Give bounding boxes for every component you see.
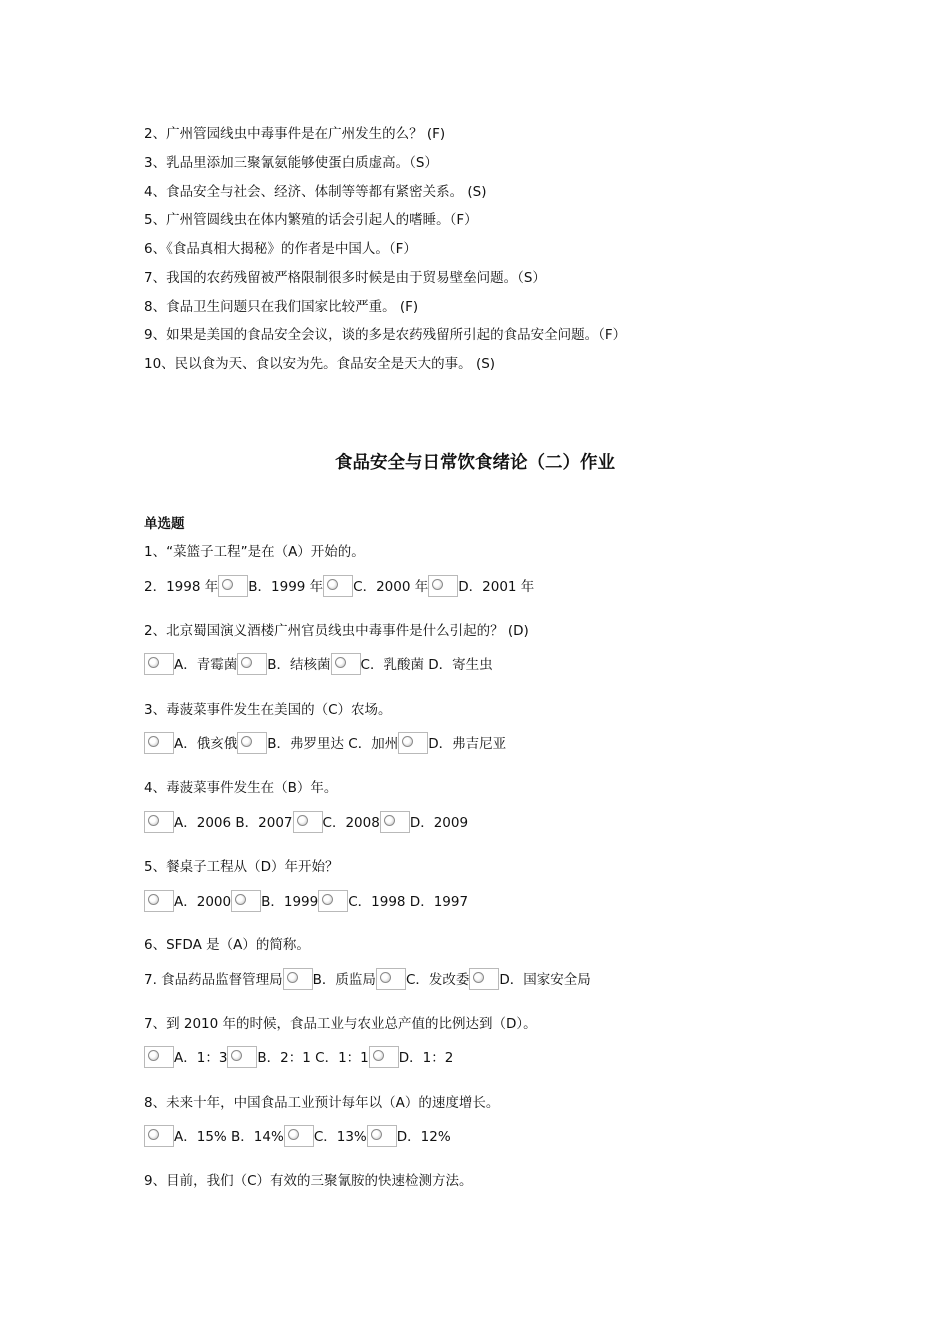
question-text: 9、目前，我们（C）有效的三聚氰胺的快速检测方法。 — [144, 1173, 473, 1189]
radio-button[interactable] — [469, 968, 499, 990]
option-label: D．1：2 — [398, 1050, 454, 1066]
radio-button[interactable] — [144, 890, 174, 912]
radio-button[interactable] — [237, 653, 267, 675]
option-row — [144, 1046, 453, 1072]
option-label: A．2000 — [174, 894, 232, 910]
option-label: C．1998 D．1997 — [348, 894, 469, 910]
question-text: 3、毒菠菜事件发生在美国的（C）农场。 — [144, 702, 392, 718]
question-text: 4、毒菠菜事件发生在（B）年。 — [144, 780, 338, 796]
option-row — [144, 575, 534, 601]
option-label: 2．1998 年 — [144, 579, 219, 595]
radio-button[interactable] — [318, 890, 348, 912]
option-label: 7. 食品药品监督管理局 — [144, 972, 283, 988]
option-label: C．乳酸菌 D．寄生虫 — [360, 657, 493, 673]
option-row — [144, 811, 468, 837]
option-label: D．弗吉尼亚 — [428, 736, 507, 752]
option-label: B．2：1 C．1：1 — [257, 1050, 369, 1066]
radio-button[interactable] — [231, 890, 261, 912]
question-text: 7、到 2010 年的时候，食品工业与农业总产值的比例达到（D）。 — [144, 1016, 537, 1032]
statement-item: 9、如果是美国的食品安全会议，谈的多是农药残留所引起的食品安全问题。（F） — [144, 327, 627, 343]
radio-button[interactable] — [283, 968, 313, 990]
radio-button[interactable] — [144, 1046, 174, 1068]
radio-button[interactable] — [293, 811, 323, 833]
question-text: 8、未来十年，中国食品工业预计每年以（A）的速度增长。 — [144, 1095, 500, 1111]
radio-button[interactable] — [144, 811, 174, 833]
option-label: D．国家安全局 — [499, 972, 591, 988]
option-label: D．12% — [396, 1129, 451, 1145]
question-text: 6、SFDA 是（A）的简称。 — [144, 937, 310, 953]
option-label: B．弗罗里达 C．加州 — [267, 736, 399, 752]
statement-item: 3、乳品里添加三聚氰氨能够使蛋白质虚高。（S） — [144, 155, 438, 171]
option-label: C．2000 年 — [353, 579, 429, 595]
option-label: D．2009 — [409, 815, 469, 831]
radio-button[interactable] — [323, 575, 353, 597]
radio-button[interactable] — [376, 968, 406, 990]
radio-button[interactable] — [284, 1125, 314, 1147]
statement-item: 2、广州管园线虫中毒事件是在广州发生的么？ (F) — [144, 126, 446, 142]
radio-button[interactable] — [380, 811, 410, 833]
option-row — [144, 968, 591, 994]
option-row — [144, 732, 506, 758]
statement-item: 7、我国的农药残留被严格限制很多时候是由于贸易壁垒问题。（S） — [144, 270, 546, 286]
radio-button[interactable] — [144, 1125, 174, 1147]
option-label: A．俄亥俄 — [174, 736, 238, 752]
option-label: A．2006 B．2007 — [174, 815, 293, 831]
option-label: B．1999 年 — [248, 579, 324, 595]
radio-button[interactable] — [367, 1125, 397, 1147]
statement-item: 8、食品卫生问题只在我们国家比较严重。 (F) — [144, 299, 419, 315]
question-text: 1、“菜篮子工程”是在（A）开始的。 — [144, 544, 365, 560]
radio-button[interactable] — [144, 653, 174, 675]
option-label: C．13% — [313, 1129, 367, 1145]
option-label: B．结核菌 — [267, 657, 331, 673]
radio-button[interactable] — [428, 575, 458, 597]
radio-button[interactable] — [144, 732, 174, 754]
option-label: A．1：3 — [174, 1050, 228, 1066]
option-row — [144, 890, 468, 916]
statement-item: 5、广州管圆线虫在体内繁殖的话会引起人的嗜睡。（F） — [144, 212, 478, 228]
page-title: 食品安全与日常饮食绪论（二）作业 — [335, 453, 615, 473]
question-text: 5、餐桌子工程从（D）年开始？ — [144, 859, 339, 875]
radio-button[interactable] — [331, 653, 361, 675]
radio-button[interactable] — [398, 732, 428, 754]
section-heading: 单选题 — [144, 516, 185, 532]
radio-button[interactable] — [218, 575, 248, 597]
option-label: C．发改委 — [405, 972, 470, 988]
radio-button[interactable] — [227, 1046, 257, 1068]
option-label: B．1999 — [261, 894, 319, 910]
option-label: A．青霉菌 — [174, 657, 238, 673]
option-label: B．质监局 — [312, 972, 376, 988]
option-label: A．15% B．14% — [174, 1129, 284, 1145]
statement-item: 6、《食品真相大揭秘》的作者是中国人。（F） — [144, 241, 417, 257]
question-text: 2、北京蜀国演义酒楼广州官员线虫中毒事件是什么引起的？ (D) — [144, 623, 529, 639]
option-row — [144, 1125, 451, 1151]
radio-button[interactable] — [237, 732, 267, 754]
option-label: D．2001 年 — [458, 579, 535, 595]
radio-button[interactable] — [369, 1046, 399, 1068]
option-row — [144, 653, 493, 679]
option-label: C．2008 — [322, 815, 380, 831]
statement-item: 4、食品安全与社会、经济、体制等等都有紧密关系。 (S) — [144, 184, 487, 200]
statement-item: 10、民以食为天、食以安为先。食品安全是天大的事。 (S) — [144, 356, 496, 372]
